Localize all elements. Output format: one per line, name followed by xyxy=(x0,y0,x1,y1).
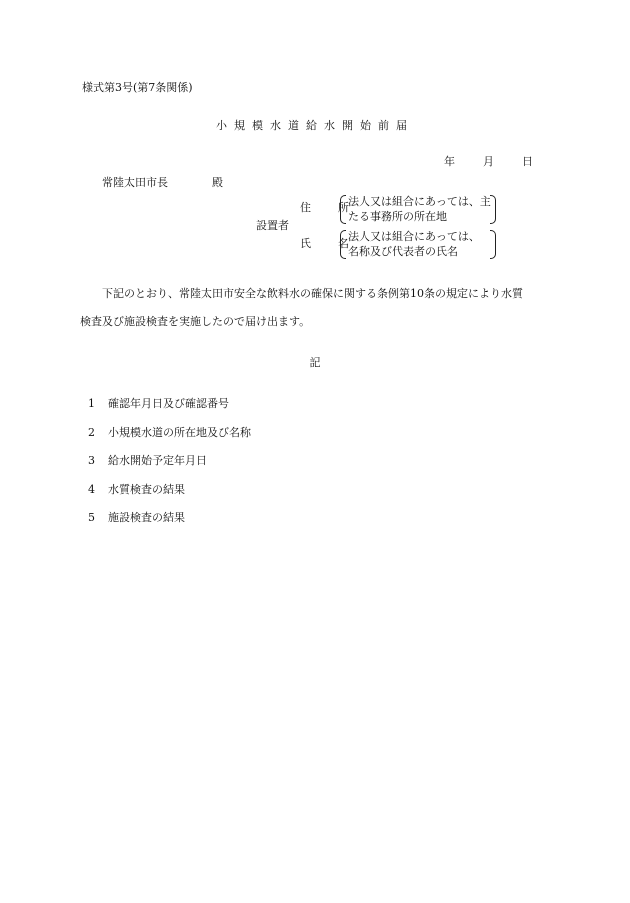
item-number: 2 xyxy=(88,425,95,439)
name-note xyxy=(340,229,496,259)
addressee xyxy=(102,176,223,190)
founder-label: 設置者 xyxy=(256,219,289,232)
item-text: 水質検査の結果 xyxy=(108,482,185,496)
item-number: 3 xyxy=(88,454,95,467)
address-label: 住 所 xyxy=(300,201,357,214)
ki-heading: 記 xyxy=(309,356,321,369)
item-number: 4 xyxy=(88,482,95,496)
item-number: 1 xyxy=(88,397,95,410)
right-bracket xyxy=(490,230,496,259)
list-item xyxy=(88,454,251,483)
list-item xyxy=(88,426,251,455)
address-note-line: 法人又は組合にあっては、主 xyxy=(348,195,491,208)
name-note-line: 名称及び代表者の氏名 xyxy=(348,245,458,258)
address-note-line: たる事務所の所在地 xyxy=(348,210,447,223)
name-label: 氏 名 xyxy=(300,237,357,250)
date-line xyxy=(444,155,533,169)
addressee-name: 常陸太田市長 xyxy=(102,176,168,189)
list-item xyxy=(88,483,251,512)
item-text: 小規模水道の所在地及び名称 xyxy=(108,425,251,439)
item-text: 確認年月日及び確認番号 xyxy=(108,397,229,410)
addressee-honorific: 殿 xyxy=(212,176,223,189)
name-note-line: 法人又は組合にあっては、 xyxy=(348,230,480,243)
left-bracket xyxy=(340,195,346,224)
left-bracket xyxy=(340,230,346,259)
list-item xyxy=(88,397,251,426)
right-bracket xyxy=(490,195,496,224)
item-list xyxy=(88,397,251,540)
body-text-line: 下記のとおり、常陸太田市安全な飲料水の確保に関する条例第10条の規定により水質 xyxy=(102,287,523,300)
date-year-label: 年 xyxy=(444,155,455,168)
form-number: 様式第3号(第7条関係) xyxy=(82,81,193,94)
date-day-label: 日 xyxy=(522,155,533,168)
document-title: 小規模水道給水開始前届 xyxy=(216,119,414,132)
date-month-label: 月 xyxy=(483,155,494,168)
item-text: 給水開始予定年月日 xyxy=(108,454,207,467)
body-text-line: 検査及び施設検査を実施したので届け出ます。 xyxy=(80,315,311,328)
item-text: 施設検査の結果 xyxy=(108,511,185,524)
item-number: 5 xyxy=(88,511,95,524)
list-item xyxy=(88,511,251,540)
address-note xyxy=(340,194,496,224)
